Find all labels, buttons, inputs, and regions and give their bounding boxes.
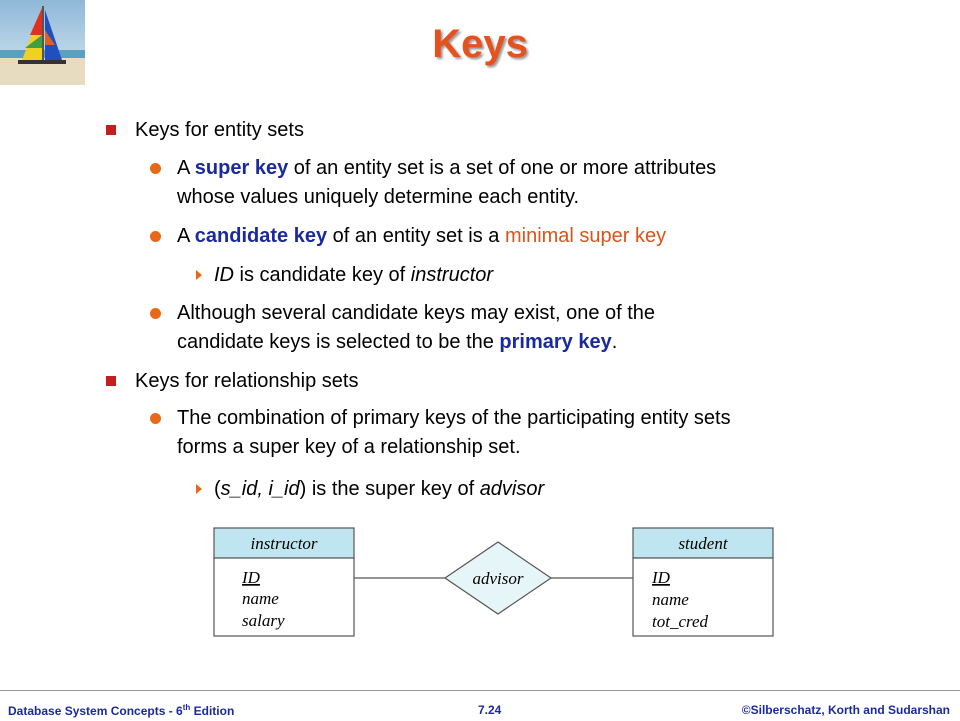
slide-footer [0,690,960,721]
round-bullet-icon [150,413,161,424]
attr-name: name [652,590,689,609]
square-bullet-icon [106,125,116,135]
round-bullet-icon [150,231,161,242]
bullet-combination: The combination of primary keys of the participating entity sets forms a super key of a relationship set. [177,407,731,458]
bullet-primary-key: Although several candidate keys may exist, one of the candidate keys is selected to be the primary key. [177,302,656,353]
entity-student [633,528,773,636]
relationship-name: advisor [472,569,524,588]
er-diagram [210,525,780,645]
entity-student-name: student [678,534,728,553]
arrow-bullet-icon [196,484,202,494]
footer-slide-number: 7.24 [478,703,502,717]
attr-tot-cred: tot_cred [652,612,709,631]
round-bullet-icon [150,308,161,319]
entity-instructor-name: instructor [250,534,318,553]
slide-title: Keys [432,22,528,66]
attr-id: ID [242,568,260,587]
bullet-super-key: A super key of an entity set is a set of one or more attributes whose values uniquely determine each entity. [177,157,717,208]
square-bullet-icon [106,376,116,386]
entity-instructor [214,528,354,636]
footer-copyright: ©Silberschatz, Korth and Sudarshan [741,703,950,717]
attr-id: ID [652,568,670,587]
relationship-advisor [445,542,551,614]
bullet-relationship-sets: Keys for relationship sets [135,370,359,392]
attr-name: name [242,589,279,608]
bullet-candidate-key: A candidate key of an entity set is a minimal super key [177,225,667,247]
footer-book-title: Database System Concepts - 6th Edition [8,703,235,718]
bullet-entity-sets: Keys for entity sets [135,119,304,141]
bullet-id-candidate: ID is candidate key of instructor [214,264,494,286]
bullet-advisor-key: (s_id, i_id) is the super key of advisor [214,478,545,500]
round-bullet-icon [150,163,161,174]
arrow-bullet-icon [196,270,202,280]
attr-salary: salary [242,611,285,630]
